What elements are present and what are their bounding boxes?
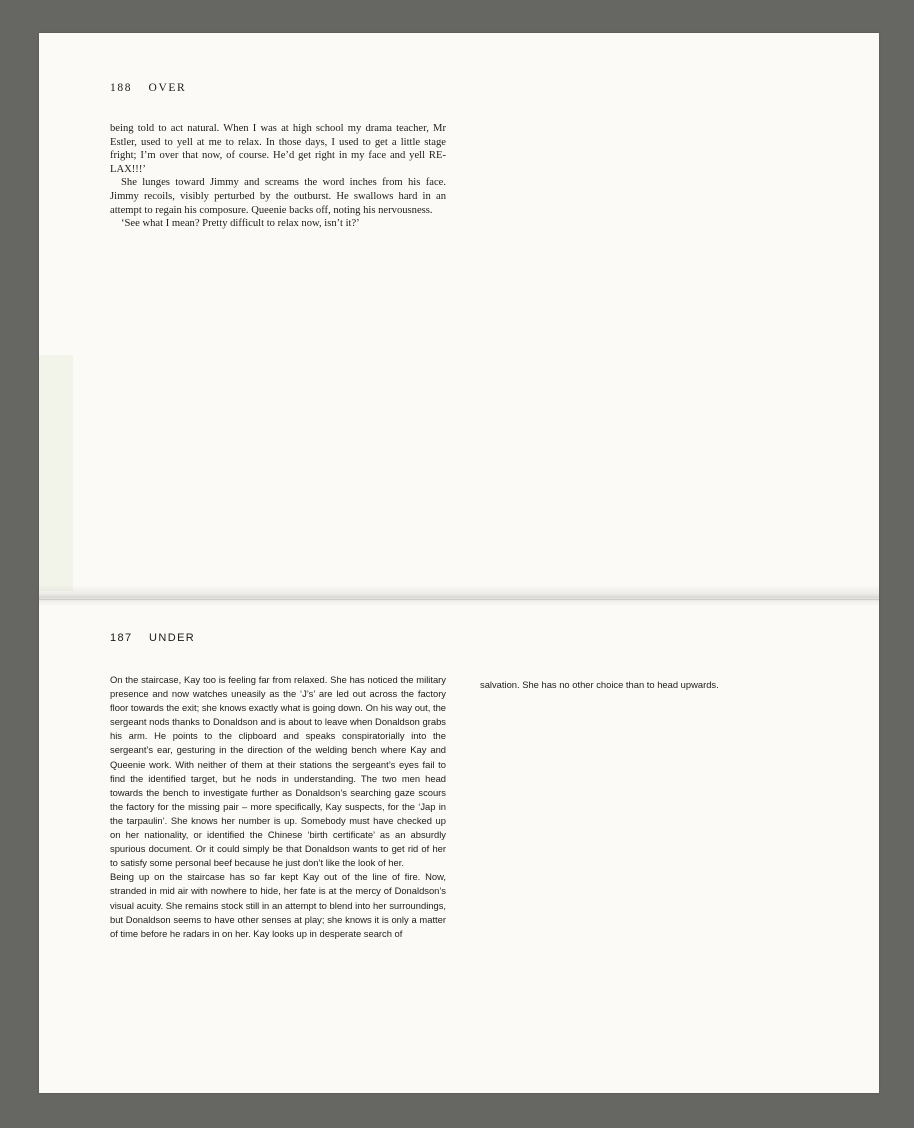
under-paragraph-2: Being up on the staircase has so far kept Kay out of the line of fire. Now, stranded in mid air with nowhere to hide, her fate is at the mercy of Donaldson’s visual acuity. She remains stock still in an attempt to blend into her surroundings, but Donaldson seems to have other senses at play; she knows it is only a matter of time before he radars in on her. Kay looks up in desperate search of bbox=[110, 871, 446, 939]
under-running-head bbox=[110, 632, 195, 644]
over-page-number: 188 bbox=[110, 82, 133, 94]
over-paragraph-3: ‘See what I mean? Pretty difficult to relax now, isn’t it?’ bbox=[121, 218, 360, 230]
over-paragraph-1: being told to act natural. When I was at high school my drama teacher, Mr Estler, used to yell at me to relax. In those days, I used to get a little stage fright; I’m over that now, of course. He’d get right in my face and yell RE-LAX!!!’ bbox=[110, 123, 446, 175]
page-fold bbox=[39, 585, 879, 607]
book-page bbox=[39, 33, 879, 1093]
over-body-text bbox=[110, 122, 446, 231]
over-running-head bbox=[110, 82, 186, 94]
over-paragraph-2: She lunges toward Jimmy and screams the word inches from his face. Jimmy recoils, visibly perturbed by the outburst. He swallows hard in an attempt to regain his composure. Queenie backs off, noting his nervousness. bbox=[110, 177, 446, 216]
page-fold-line bbox=[39, 599, 879, 600]
under-paragraph-1: On the staircase, Kay too is feeling far from relaxed. She has noticed the military presence and now watches uneasily as the ‘J’s’ are led out across the factory floor towards the exit; she knows exactly what is going down. On his way out, the sergeant nods thanks to Donaldson and is about to leave when Donaldson grabs his arm. He points to the clipboard and speaks conspiratorially into the sergeant’s ear, gesturing in the direction of the welding bench where Kay and Queenie work. With neither of them at their stations the sergeant’s eyes fail to find the identified target, but he nods in understanding. The two men head towards the bench to investigate further as Donaldson’s searching gaze scours the factory for the missing pair – more specifically, Kay suspects, for the ‘Jap in the tarpaulin’. She knows her number is up. Somebody must have checked up on her nationality, or identified the Chinese ‘birth certificate’ as an absurdly spurious document. Or it could simply be that Donaldson wants to get rid of her to satisfy some personal beef because he just don’t like the look of her. bbox=[110, 674, 446, 869]
over-section-title: OVER bbox=[148, 82, 187, 94]
page-tint bbox=[39, 355, 73, 591]
under-continuation-text: salvation. She has no other choice than to head upwards. bbox=[480, 679, 719, 690]
under-section-title: UNDER bbox=[149, 632, 196, 644]
under-page-number: 187 bbox=[110, 632, 133, 644]
under-body-text bbox=[110, 673, 446, 941]
